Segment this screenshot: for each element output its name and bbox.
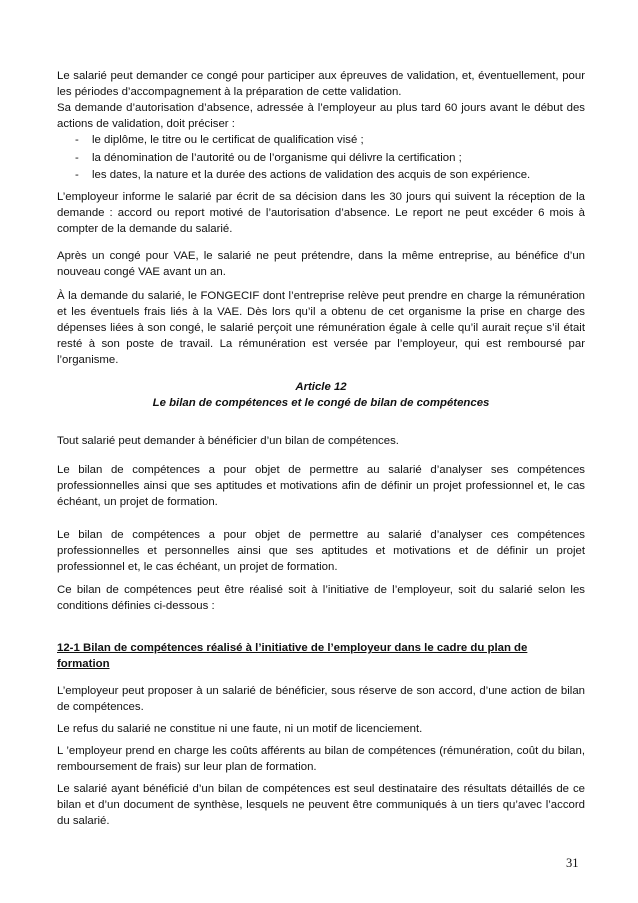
- paragraph-apres-conge-vae: Après un congé pour VAE, le salarié ne peut prétendre, dans la même entreprise, au bénéfice d’un nouveau congé VAE avant un an.: [57, 250, 585, 278]
- paragraph-conge-validation: Le salarié peut demander ce congé pour participer aux épreuves de validation, et, éventuellement, pour les périodes d’accompagnement à la préparation de cette validation.: [57, 70, 585, 98]
- section-heading-12-1: 12-1 Bilan de compétences réalisé à l’initiative de l’employeur dans le cadre du plan de formation: [57, 642, 528, 670]
- paragraph-demande-autorisation: Sa demande d’autorisation d’absence, adressée à l’employeur au plus tard 60 jours avant le début des actions de validation, doit préciser :: [57, 102, 585, 130]
- validation-requirements-list: [75, 132, 585, 185]
- list-item: - le diplôme, le titre ou le certificat de qualification visé ;: [75, 134, 364, 146]
- list-item: - la dénomination de l’autorité ou de l’organisme qui délivre la certification ;: [75, 151, 462, 164]
- bullet-marker: -: [75, 134, 79, 146]
- paragraph-destinataire-resultats: Le salarié ayant bénéficié d’un bilan de compétences est seul destinataire des résultats détaillés de ce bilan et d’un document de synthèse, lesquels ne peuvent être communiqués à un tiers qu’avec l’accord du salarié.: [57, 783, 585, 827]
- paragraph-refus-salarie: Le refus du salarié ne constitue ni une faute, ni un motif de licenciement.: [57, 723, 423, 735]
- paragraph-prise-en-charge: L ’employeur prend en charge les coûts afférents au bilan de compétences (rémunération, coût du bilan, remboursement de frais) sur leur plan de formation.: [57, 745, 585, 773]
- paragraph-fongecif: À la demande du salarié, le FONGECIF dont l’entreprise relève peut prendre en charge la rémunération et les éventuels frais liés à la VAE. Dès lors qu’il a obtenu de cet organisme la prise en charge des dépenses liées à son congé, le salarié perçoit une rémunération égale à celle qu’il aurait reçue s’il était resté à son poste de travail. La rémunération est versée par l’employeur, qui est remboursé par l’organisme.: [57, 290, 585, 366]
- page-number: 31: [566, 856, 579, 870]
- paragraph-tout-salarie: Tout salarié peut demander à bénéficier d’un bilan de compétences.: [57, 435, 399, 447]
- paragraph-objet-bilan-1: Le bilan de compétences a pour objet de permettre au salarié d’analyser ses compétences professionnelles ainsi que ses aptitudes et motivations afin de définir un projet professionnel et, le cas échéant, un projet de formation.: [57, 464, 585, 508]
- bullet-marker: -: [75, 169, 79, 181]
- paragraph-proposition-employeur: L’employeur peut proposer à un salarié de bénéficier, sous réserve de son accord, d’une action de bilan de compétences.: [57, 685, 585, 713]
- article-title: Le bilan de compétences et le congé de bilan de compétences: [152, 397, 490, 409]
- paragraph-objet-bilan-2: Le bilan de compétences a pour objet de permettre au salarié d’analyser ces compétences professionnelles et personnelles ainsi que ses aptitudes et motivations et de définir un projet professionnel et, le cas échéant, un projet de formation.: [57, 529, 585, 573]
- list-item: - les dates, la nature et la durée des actions de validation des acquis de son expérience.: [75, 169, 531, 181]
- bullet-marker: -: [75, 151, 79, 164]
- article-number: Article 12: [295, 381, 347, 393]
- paragraph-realisation-bilan: Ce bilan de compétences peut être réalisé soit à l’initiative de l’employeur, soit du salarié selon les conditions définies ci-dessous :: [57, 584, 585, 612]
- paragraph-decision-employeur: L’employeur informe le salarié par écrit de sa décision dans les 30 jours qui suivent la réception de la demande : accord ou report motivé de l’autorisation d’absence. Le report ne peut excéder 6 mois à compter de la demande du salarié.: [57, 191, 585, 235]
